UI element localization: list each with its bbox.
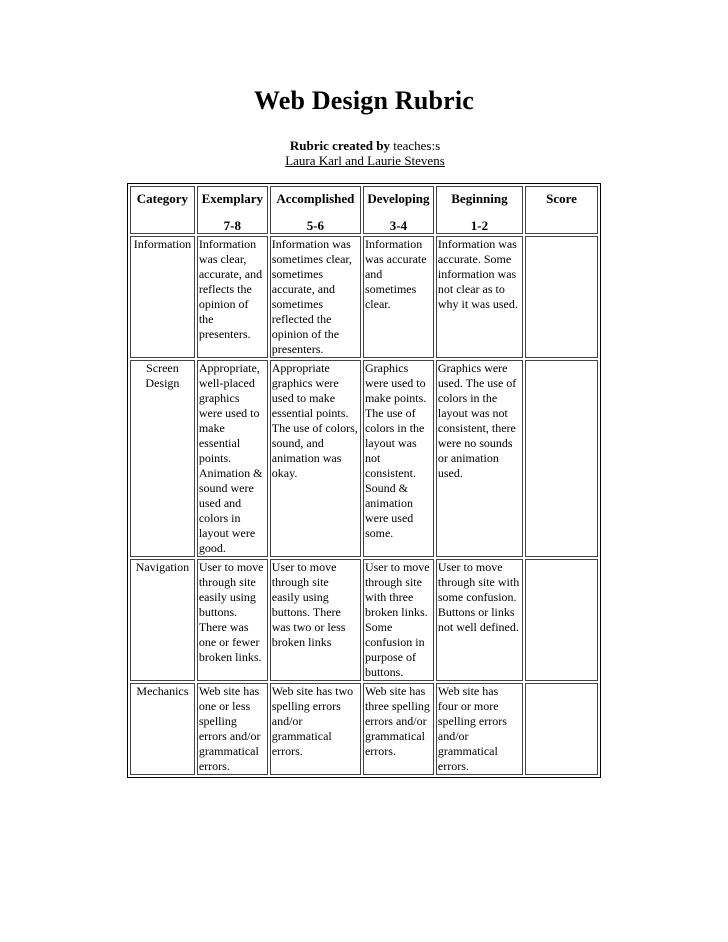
row-beginning: Information was accurate. Some information was not clear as to why it was used.: [436, 236, 523, 358]
table-row: [130, 360, 598, 557]
row-category: Mechanics: [130, 683, 195, 775]
row-beginning: User to move through site with some confusion. Buttons or links not well defined.: [436, 559, 523, 681]
table-row: [130, 683, 598, 775]
rubric-authors-line: [1, 153, 728, 169]
beginning-points: 1-2: [470, 218, 489, 233]
header-beginning: Beginning 1-2: [436, 186, 523, 234]
credit-authors: Laura Karl and Laurie Stevens: [285, 153, 445, 168]
row-accomplished: Appropriate graphics were used to make essential points. The use of colors, sound, and animation was okay.: [270, 360, 361, 557]
header-developing: Developing 3-4: [363, 186, 434, 234]
row-exemplary: Web site has one or less spelling errors and/or grammatical errors.: [197, 683, 268, 775]
row-developing: Graphics were used to make points. The use of colors in the layout was not consistent. Sound & animation were used some.: [363, 360, 434, 557]
row-exemplary: User to move through site easily using buttons. There was one or fewer broken links.: [197, 559, 268, 681]
row-developing: Information was accurate and sometimes clear.: [363, 236, 434, 358]
row-score: [525, 559, 598, 681]
row-category: Navigation: [130, 559, 195, 681]
header-accomplished: Accomplished 5-6: [270, 186, 361, 234]
row-category: Information: [130, 236, 195, 358]
developing-points: 3-4: [389, 218, 408, 233]
row-accomplished: User to move through site easily using buttons. There was two or less broken links: [270, 559, 361, 681]
header-category: Category: [130, 186, 195, 234]
table-row: [130, 236, 598, 358]
rubric-table: [127, 183, 601, 778]
row-beginning: Graphics were used. The use of colors in the layout was not consistent, there were no sounds or animation used.: [436, 360, 523, 557]
row-accomplished: Information was sometimes clear, sometimes accurate, and sometimes reflected the opinion of the presenters.: [270, 236, 361, 358]
header-exemplary: Exemplary 7-8: [197, 186, 268, 234]
credit-source: teaches:s: [393, 138, 441, 153]
exemplary-points: 7-8: [223, 218, 241, 233]
row-category: Screen Design: [130, 360, 195, 557]
row-beginning: Web site has four or more spelling errors and/or grammatical errors.: [436, 683, 523, 775]
header-row: [130, 186, 598, 234]
header-score: Score: [525, 186, 598, 234]
row-score: [525, 360, 598, 557]
rubric-credit: [1, 138, 728, 154]
row-developing: Web site has three spelling errors and/or grammatical errors.: [363, 683, 434, 775]
row-exemplary: Information was clear, accurate, and reflects the opinion of the presenters.: [197, 236, 268, 358]
table-row: [130, 559, 598, 681]
row-score: [525, 683, 598, 775]
credit-prefix: Rubric created by: [289, 138, 390, 153]
row-score: [525, 236, 598, 358]
row-exemplary: Appropriate, well-placed graphics were used to make essential points. Animation & sound were used and colors in layout were good.: [197, 360, 268, 557]
row-accomplished: Web site has two spelling errors and/or grammatical errors.: [270, 683, 361, 775]
row-developing: User to move through site with three broken links. Some confusion in purpose of buttons.: [363, 559, 434, 681]
accomplished-points: 5-6: [306, 218, 325, 233]
page-title: Web Design Rubric: [253, 86, 475, 115]
